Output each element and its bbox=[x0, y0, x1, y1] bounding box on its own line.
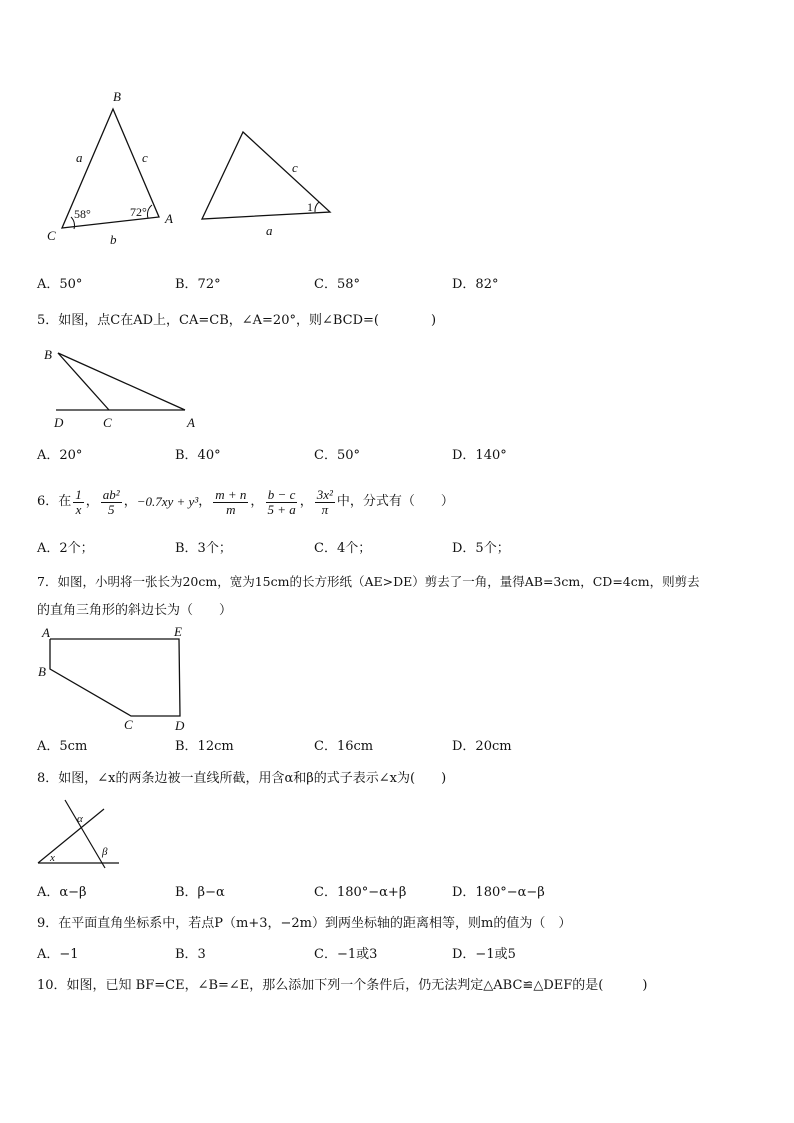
angle-a-label: 72° bbox=[130, 205, 147, 219]
q6-suffix: 中，分式有（ ） bbox=[336, 494, 454, 509]
q6-separator: ， bbox=[299, 494, 313, 509]
q4-option-d[interactable]: D．82° bbox=[452, 277, 499, 292]
vertex-c-label: C bbox=[47, 228, 56, 243]
q8-option-a[interactable]: A．α−β bbox=[37, 885, 87, 900]
q7-option-b[interactable]: B．12cm bbox=[175, 739, 234, 754]
q6-option-a[interactable]: A．2个； bbox=[37, 541, 94, 556]
q6-separator: ， bbox=[85, 494, 99, 509]
side-a-label: a bbox=[266, 223, 273, 238]
vertex-b-label: B bbox=[113, 89, 121, 104]
q4-triangle-figure-2 bbox=[195, 120, 345, 240]
q6-separator: ， bbox=[198, 494, 212, 509]
side-c-label: c bbox=[142, 150, 148, 165]
q6-option-c[interactable]: C．4个； bbox=[314, 541, 372, 556]
q6-expression-3: −0.7xy + y³ bbox=[136, 494, 199, 509]
q9-option-c[interactable]: C．−1或3 bbox=[314, 947, 378, 962]
q8-question-text: 8．如图，∠x的两条边被一直线所截，用含α和β的式子表示∠x为( ) bbox=[37, 771, 447, 786]
angle-beta-label: β bbox=[102, 846, 108, 858]
point-c-label: C bbox=[124, 717, 133, 732]
q6-option-b[interactable]: B．3个； bbox=[175, 541, 232, 556]
q4-option-b[interactable]: B．72° bbox=[175, 277, 221, 292]
q7-question-line-1: 7．如图，小明将一张长为20cm，宽为15cm的长方形纸（AE>DE）剪去了一角，量得AB=3cm，CD=4cm，则剪去 bbox=[37, 574, 700, 589]
q7-question-line-2: 的直角三角形的斜边长为（ ） bbox=[37, 603, 233, 618]
q5-question-text: 5．如图，点C在AD上，CA=CB，∠A=20°，则∠BCD=( ) bbox=[37, 313, 437, 328]
q8-option-b[interactable]: B．β−α bbox=[175, 885, 225, 900]
q6-fraction-2: $\frac{\text{ab²}}{5}$ bbox=[102, 486, 120, 517]
q6-prefix: 6．在 bbox=[37, 494, 72, 509]
q7-option-c[interactable]: C．16cm bbox=[314, 739, 374, 754]
point-b-label: B bbox=[44, 347, 52, 362]
angle-c-label: 58° bbox=[74, 207, 91, 221]
q9-option-b[interactable]: B．3 bbox=[175, 947, 206, 962]
q6-fraction-1: $\frac{1}{x}$ bbox=[75, 486, 82, 517]
angle-1-label: 1 bbox=[307, 200, 313, 214]
point-d-label: D bbox=[54, 415, 64, 430]
q9-option-a[interactable]: A．−1 bbox=[37, 947, 79, 962]
q5-option-d[interactable]: D．140° bbox=[452, 448, 507, 463]
q10-question-text: 10．如图，已知 BF=CE，∠B=∠E，那么添加下列一个条件后，仍无法判定△ABC≌△DEF的是( ) bbox=[37, 978, 648, 993]
q4-option-c[interactable]: C．58° bbox=[314, 277, 360, 292]
q6-question bbox=[37, 484, 454, 520]
q5-figure bbox=[38, 342, 208, 432]
q7-option-a[interactable]: A．5cm bbox=[37, 739, 88, 754]
side-c-label: c bbox=[292, 160, 298, 175]
point-d-label: D bbox=[175, 718, 185, 733]
point-c-label: C bbox=[103, 415, 112, 430]
q4-option-a[interactable]: A．50° bbox=[37, 277, 83, 292]
q6-fraction-6: $\frac{\text{3x²}}{\pi}$ bbox=[316, 486, 333, 517]
angle-alpha-label: α bbox=[77, 813, 83, 825]
angle-x-label: x bbox=[50, 852, 55, 864]
q6-fraction-5: $\frac{b - c}{5 + a}$ bbox=[267, 486, 296, 517]
vertex-a-label: A bbox=[165, 211, 173, 226]
q6-fraction-4: $\frac{m + n}{m}$ bbox=[215, 486, 247, 517]
q6-separator: ， bbox=[123, 494, 137, 509]
q4-triangle-figure-1 bbox=[30, 80, 200, 255]
q5-option-c[interactable]: C．50° bbox=[314, 448, 360, 463]
point-e-label: E bbox=[174, 624, 182, 639]
point-a-label: A bbox=[42, 625, 50, 640]
point-a-label: A bbox=[187, 415, 195, 430]
q8-option-d[interactable]: D．180°−α−β bbox=[452, 885, 545, 900]
q7-option-d[interactable]: D．20cm bbox=[452, 739, 512, 754]
point-b-label: B bbox=[38, 664, 46, 679]
q8-figure bbox=[36, 797, 126, 872]
q8-option-c[interactable]: C．180°−α+β bbox=[314, 885, 407, 900]
q6-separator: ， bbox=[250, 494, 264, 509]
side-b-label: b bbox=[110, 232, 117, 247]
q5-option-b[interactable]: B．40° bbox=[175, 448, 221, 463]
q6-option-d[interactable]: D．5个； bbox=[452, 541, 510, 556]
q9-question-text: 9．在平面直角坐标系中，若点P（m+3，−2m）到两坐标轴的距离相等，则m的值为（ ） bbox=[37, 916, 572, 931]
q7-figure bbox=[34, 624, 194, 734]
side-a-label: a bbox=[76, 150, 83, 165]
q5-option-a[interactable]: A．20° bbox=[37, 448, 83, 463]
q9-option-d[interactable]: D．−1或5 bbox=[452, 947, 516, 962]
